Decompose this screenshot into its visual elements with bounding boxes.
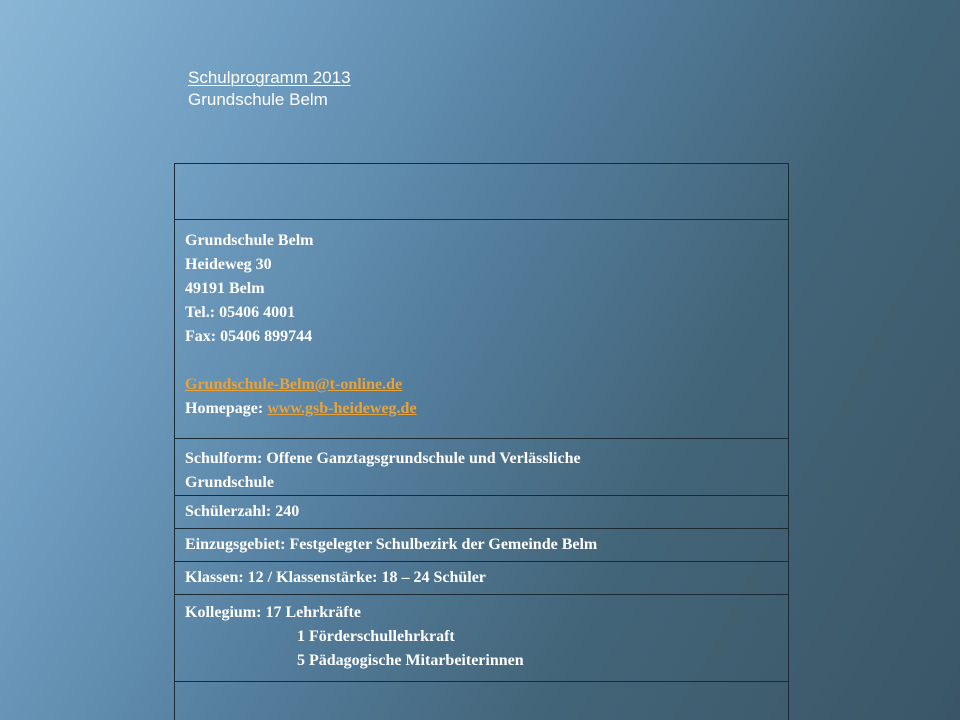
school-name: Grundschule Belm [185,232,314,249]
slide-title: Schulprogramm 2013 [188,68,351,87]
table-row-einzugsgebiet [175,529,789,562]
table-row-kollegium [175,595,789,682]
school-street: Heideweg 30 [185,256,272,273]
email-link[interactable]: Grundschule-Belm@t-online.de [185,376,403,393]
schulform-line1: Schulform: Offene Ganztagsgrundschule und Verlässliche [185,450,581,467]
schulform-cell [175,439,789,496]
table-cell-empty [175,682,789,720]
kollegium-cell [175,595,789,682]
table-row-schulform [175,439,789,496]
table-row-empty-bottom [175,682,789,720]
school-city: 49191 Belm [185,280,265,297]
homepage-label: Homepage: [185,400,268,417]
schulform-line2: Grundschule [185,474,274,491]
table-row-klassen [175,562,789,595]
school-fax: Fax: 05406 899744 [185,328,313,345]
table-row-empty-top [175,164,789,220]
einzugsgebiet-cell: Einzugsgebiet: Festgelegter Schulbezirk der Gemeinde Belm [175,529,789,562]
table-row-address [175,220,789,439]
homepage-line [185,397,778,421]
slide-header [188,67,351,111]
school-tel: Tel.: 05406 4001 [185,304,296,321]
table-row-schuelerzahl [175,496,789,529]
blank-line [185,349,778,373]
school-info-table [174,163,789,720]
slide-subtitle: Grundschule Belm [188,90,328,109]
schuelerzahl-cell: Schülerzahl: 240 [175,496,789,529]
table-cell-empty [175,164,789,220]
kollegium-line3: 5 Pädagogische Mitarbeiterinnen [297,652,524,669]
homepage-link[interactable]: www.gsb-heideweg.de [267,400,417,417]
klassen-cell: Klassen: 12 / Klassenstärke: 18 – 24 Schüler [175,562,789,595]
kollegium-line2: 1 Förderschullehrkraft [297,628,455,645]
address-cell [175,220,789,439]
kollegium-line1: Kollegium: 17 Lehrkräfte [185,604,361,621]
